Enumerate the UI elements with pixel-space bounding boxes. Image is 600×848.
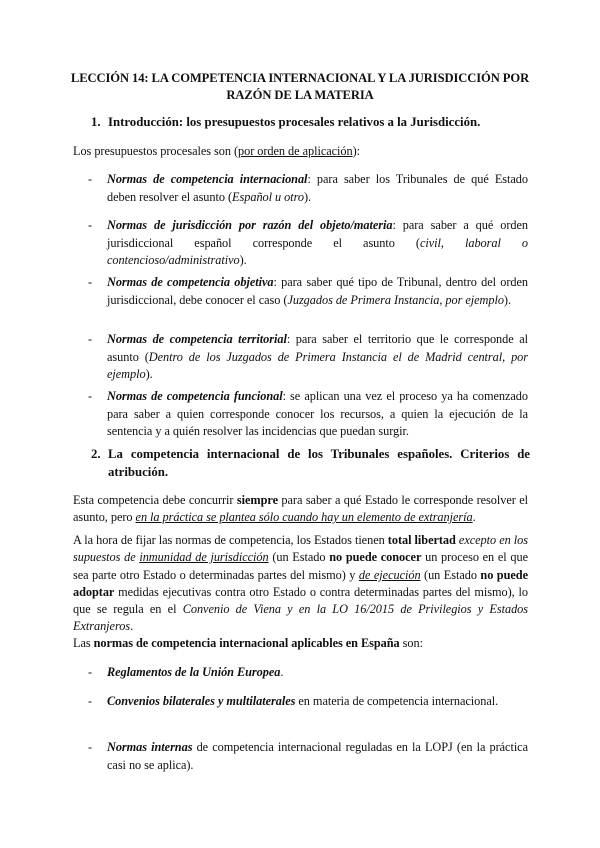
list-item-term: Normas de competencia funcional	[107, 389, 283, 403]
list-item: - Normas de competencia objetiva: para saber qué tipo de Tribunal, dentro del orden jurisdiccional, debe conocer el caso (Juzgados de Primera Instancia, por ejemplo).	[88, 275, 528, 307]
list-item-term: Reglamentos de la Unión Europea	[107, 665, 281, 679]
list-item-term: Normas de competencia territorial	[107, 332, 287, 346]
list-item: - Normas internas de competencia internacional reguladas en la LOPJ (en la práctica casi no se aplica).	[88, 740, 528, 772]
lesson-title-line-2: RAZÓN DE LA MATERIA	[226, 88, 374, 102]
list-item: - Convenios bilaterales y multilaterales en materia de competencia internacional.	[88, 694, 499, 708]
list-item-term: Convenios bilaterales y multilaterales	[107, 694, 296, 708]
section-2-number: 2.	[91, 447, 101, 461]
list-item-term: Normas de jurisdicción por razón del objeto/materia	[107, 218, 393, 232]
section-1-number: 1.	[91, 115, 101, 129]
paragraph-1: Esta competencia debe concurrir siempre para saber a qué Estado le corresponde resolver el asunto, pero en la práctica se plantea sólo cuando hay un elemento de extranjería.	[73, 493, 528, 525]
paragraph-2: A la hora de fijar las normas de competencia, los Estados tienen total libertad excepto en los supuestos de inmunidad de jurisdicción (un Estado no puede conocer un proceso en el que sea parte otro Estado o determinadas partes del mismo) y de ejecución (un Estado no puede adoptar medidas ejecutivas contra otro Estado o contra determinadas partes del mismo), lo que se regula en el Convenio de Viena y en la LO 16/2015 de Privilegios y Estados Extranjeros.	[73, 533, 529, 634]
lesson-title	[70, 70, 530, 104]
list-item-term: Normas internas	[107, 740, 193, 754]
section-1-heading	[91, 114, 530, 132]
list-item: - Normas de jurisdicción por razón del objeto/materia: para saber a qué orden jurisdiccional español corresponde el asunto (civil, laboral o contencioso/administrativo).	[88, 218, 529, 267]
section-1-title: Introducción: los presupuestos procesales relativos a la Jurisdicción.	[108, 115, 481, 129]
paragraph-3: Las normas de competencia internacional aplicables en España son:	[73, 636, 423, 650]
section-2-heading	[91, 446, 530, 481]
list-item: - Reglamentos de la Unión Europea.	[88, 665, 284, 679]
list-item: - Normas de competencia funcional: se aplican una vez el proceso ya ha comenzado para saber a quien corresponde conocer los recursos, a quien la ejecución de la sentencia y a quién resolver las incidencias que puedan surgir.	[88, 389, 528, 438]
section-2-title: La competencia internacional de los Tribunales españoles. Criterios de atribución.	[108, 447, 530, 479]
lesson-title-line-1: LECCIÓN 14: LA COMPETENCIA INTERNACIONAL Y LA JURISDICCIÓN POR	[70, 71, 530, 85]
list-item-term: Normas de competencia objetiva	[107, 275, 274, 289]
list-item: - Normas de competencia territorial: para saber el territorio que le corresponde al asunto (Dentro de los Juzgados de Primera Instancia el de Madrid central, por ejemplo).	[88, 332, 529, 381]
intro-paragraph: Los presupuestos procesales son (por orden de aplicación):	[73, 144, 361, 158]
list-item: - Normas de competencia internacional: para saber los Tribunales de qué Estado deben resolver el asunto (Español u otro).	[88, 172, 528, 204]
intro-underlined: por orden de aplicación	[238, 144, 353, 158]
list-item-term: Normas de competencia internacional	[107, 172, 308, 186]
